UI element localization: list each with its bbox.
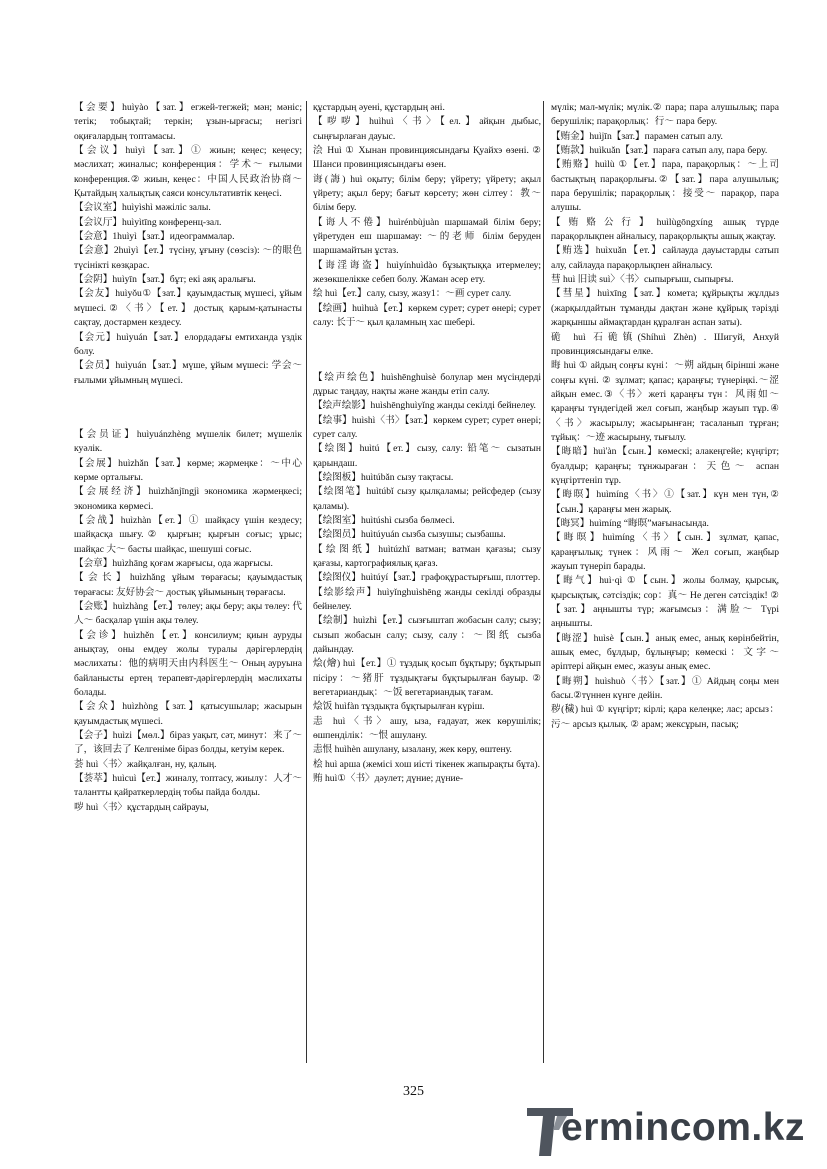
dictionary-entry: 烩(燴) huì【ет.】① тұздық қосып бұқтыру; бұқтырып пісіру：～猪肝 тұздықтағы бұқтырылған бауыр. ② вегетариандық：～饭 вегетариандық тағам. [313, 658, 541, 699]
column-right [551, 101, 779, 1063]
dictionary-entry: 【荟萃】huìcuì【ет.】жиналу, топтасу, жиылу：人才～ талантты қайраткерлердің тобы пайда болды. [74, 773, 302, 799]
dictionary-entry: 【会友】huìyǒu①【зат.】қауымдастық мүшесі, ұйым мүшесі.②〈书〉【ет.】достық қарым-қатынасты сақтау, достармен кездесу. [74, 288, 302, 329]
dictionary-entry: 【会要】huìyào【зат.】егжей-тегжей; мән; мәніс; тетік; тобықтай; теркін; ұзын-ырғасы; негізгі оқиғалардың топтамасы. [74, 102, 302, 142]
dictionary-entry: 【晦朔】huìshuò〈书〉【зат.】① Айдың соңы мен басы.②түннен күнге дейін. [551, 675, 779, 702]
dictionary-entry: 桧 huì арша (жемісі хош иісті тікенек жапырақты бұта). [313, 758, 541, 770]
dictionary-entry: 【会员】huìyuán【зат.】мүше, ұйым мүшесі: 学会～ ғылыми ұйымның мүшесі. [74, 360, 302, 386]
dictionary-entry: 【绘画】huìhuà【ет.】көркем сурет; сурет өнері; сурет салу: 长于～ қыл қаламның хас шебері. [313, 302, 541, 329]
dictionary-entry: 【会子】huìzi【мөл.】біраз уақыт, сәт, минут：来了～了，该回去了 Келгеніме біраз болды, кетуім керек. [74, 730, 302, 756]
terminkom-watermark-logo [527, 1100, 817, 1162]
dictionary-entry: 浍 Huì ① Хынан провинциясындағы Қуайхэ өзені. ② Шанси провинциясындағы өзен. [313, 145, 541, 171]
dictionary-entry: 【会元】huìyuán【зат.】елордадағы емтиханда үздік болу. [74, 331, 302, 357]
dictionary-entry: 【贿金】huìjīn【зат.】парамен сатып алу. [551, 130, 723, 142]
column-middle [313, 101, 541, 1063]
column-divider [543, 101, 544, 1063]
page-number: 325 [403, 1084, 424, 1099]
dictionary-entry: 烩饭 huìfàn тұздықта бұқтырылған күріш. [313, 701, 485, 713]
dictionary-entry: 【会意】1huìyì【зат.】идеограммалар. [74, 231, 235, 243]
dictionary-entry: 【会众】huìzhòng【зат.】қатысушылар; жасырын қауымдастық мүшесі. [74, 701, 302, 727]
dictionary-entry: 贿 huì①〈书〉дәулет; дүние; дүние- [313, 773, 464, 785]
dictionary-entry: 荟 huì〈书〉жайқалған, ну, қалың. [74, 758, 217, 770]
dictionary-entry: 彗 huì 旧读 suì〉〈书〉сыпырғыш, сыпырғы. [551, 274, 734, 286]
dictionary-entry: 【绘图室】huìtúshì сызба бөлмесі. [313, 514, 455, 526]
dictionary-entry: 【会意】2huìyì【ет.】түсіну, ұғыну (сөзсіз): ～的眼色 түсінікті көзқарас. [74, 245, 302, 271]
dictionary-entry: 【贿赂公行】huìlùgōngxíng ашық түрде парақорлықпен айналысу, парақорлықты ашық жақтау. [551, 216, 779, 243]
dictionary-entry: 【晦暝】huìmíng〈书〉①【зат.】күн мен түн,②【сын.】қараңғы мен жарық. [551, 489, 779, 515]
dictionary-entry: 【会展】huìzhǎn【зат.】көрме; жәрмеңке：～中心 көрме орталығы. [74, 457, 302, 483]
dictionary-entry: 【绘图】huìtú【ет.】сызу, салу: 铅笔～ сызатын қарындаш. [313, 443, 541, 469]
dictionary-entry: 【晦冥】huìmíng “晦暝”мағынасында. [551, 517, 709, 529]
dictionary-entry: 绘 huì【ет.】салу, сызу, жазу1：～画 сурет салу. [313, 288, 512, 300]
dictionary-entry: 【会议】huìyì【зат.】① жиын; кеңес; кеңесу; мәслихат; жиналыс; конференция：学术～ ғылыми конференция.② жиын, кеңес：中国人民政治协商～ Қытайдың халықтық саяси консультативтік кеңесі. [74, 145, 302, 200]
dictionary-entry: 恚 huì〈书〉ашу, ыза, ғадауат, жек көрушілік; өшпенділік：～恨 ашулану. [313, 715, 541, 742]
dictionary-entry: 【诲淫诲盗】huìyínhuìdào бұзықтыққа итермелеу; жезөкшелікке себеп болу. Жаман әсер ету. [313, 259, 541, 286]
dictionary-entry: 【绘制】huìzhì【ет.】сызғыштап жобасын салу; сызу; сызып жобасын салу; сызу, салу：～图纸 сызба дайындау. [313, 615, 541, 656]
dictionary-entry: 【会长】huìzhǎng ұйым төрағасы; қауымдастық төрағасы: 友好协会～ достық ұйымының төрағасы. [74, 572, 302, 598]
dictionary-entry: құстардың әуені, құстардың әні. [313, 102, 445, 113]
dictionary-entry: 【彗星】huìxīng【зат.】комета; құйрықты жұлдыз (жарқылдайтын тұманды дақтан және құйрық тәрізді жарқыншы аймақтардан құралған аспан заты). [551, 288, 779, 329]
column-left [74, 101, 302, 1063]
dictionary-entry: 晦 huì ① айдың соңғы күні：～朔 айдың бірінші және соңғы күні. ② зұлмат; қапас; қараңғы; түнеріңкі.～涩 айқын емес.③〈书〉жеті қараңғы түн：风雨如～ қараңғы түндегідей жел соғып, жаңбыр жауып тұр.④〈书〉жасырылу; жасырынған; тасаланып тұрған; тұйық：～迹 жасырыну, тығылу. [551, 360, 779, 443]
dictionary-entry: 【哕哕】huìhuì〈书〉【ел.】айқын дыбыс, сыңғырлаған дауыс. [313, 116, 541, 142]
dictionary-entry: 【晦涩】huìsè【сын.】анық емес, анық көрінбейтін, ашық емес, бұлдыр, бұлыңғыр; көмескі：文字～ әріптері айқын емес, жазуы анық емес. [551, 632, 779, 673]
dictionary-entry: 【绘事】huìshì〈书〉【зат.】көркем сурет; сурет өнері; сурет салу. [313, 414, 541, 440]
dictionary-entry: 【贿赂】huìlù ①【ет.】пара, парақорлық：～上司 бастықтың парақорлығы.②【зат.】пара алушылық; пара берушілік; парақорлық：接受～ парақор, пара алушы. [551, 159, 779, 214]
watermark-text: ermincom.kz [561, 1106, 805, 1149]
dictionary-entry: 【会诊】huìzhěn【ет.】консилиум; қиын ауруды анықтау, оны емдеу жолы туралы дәрігерлердің мәслихаты：他的病明天由内科医生～ Оның ауруына байланысты ертең терапевт-дәрігерлердің мәслихаты болады. [74, 629, 302, 699]
dictionary-entry: 【会账】huìzhàng【ет.】төлеу; ақы беру; ақы төлеу: 代人～ басқалар үшін ақы төлеу. [74, 601, 302, 627]
entry-spacer [74, 388, 302, 428]
dictionary-entry: 【绘图纸】huìtúzhǐ ватман; ватман қағазы; сызу қағазы, картографиялық қағаз. [313, 543, 541, 569]
dictionary-entry: 【绘图板】huìtúbǎn сызу тақтасы. [313, 471, 454, 483]
dictionary-entry: 【晦气】huì·qì ①【сын.】жолы болмау, қырсық, қырсықтық, сәтсіздік; сор：真～ Не деген сәтсіздік! ②【зат.】аңнышты түр; жағымсыз：满脸～ Түрі аңнышты. [551, 575, 779, 630]
dictionary-entry: 硊 huì 石硊镇(Shíhuì Zhèn) . Шигуй, Анхуй провинциясындағы елке. [551, 331, 779, 357]
dictionary-entry: 【会议厅】huìyìtīng конференц-зал. [74, 216, 222, 228]
dictionary-entry: 诲(誨) huì оқыту; білім беру; үйрету; үйрету; ақыл үйрету; ақыл беру; бағыт көрсету; жөн сілтеу：教～ білім беру. [313, 173, 541, 214]
entry-spacer [313, 331, 541, 371]
dictionary-entry: 【晦暗】huì'àn【сын.】көмескі; алакеңгейе; күңгірт; буалдыр; қараңғы; тұнжыраған：天色～ аспан күңгірттеніп тұр. [551, 446, 779, 486]
column-divider [306, 101, 307, 1063]
dictionary-entry: 【绘声绘影】huìshēnghuìyǐng жанды секілді бейнелеу. [313, 400, 536, 412]
dictionary-entry: мүлік; мал-мүлік; мүлік.② пара; пара алушылық; пара берушілік; парақорлық：行～ пара беру. [551, 102, 779, 128]
dictionary-entry: 【绘影绘声】huìyǐnghuìshēng жанды секілді образды бейнелеу. [313, 586, 541, 612]
dictionary-entry: 【绘图员】huìtúyuán сызба сызушы; сызбашы. [313, 529, 506, 541]
dictionary-entry: 【贿选】huìxuǎn【ет.】сайлауда дауыстарды сатып алу, сайлауда парақорлықпен айналысу. [551, 245, 779, 271]
dictionary-entry: 秽(穢) huì ① күңгірт; кірлі; қара келеңке; лас; арсыз：污～ арсыз қылық. ② арам; жексұрын, пасық; [551, 704, 779, 730]
dictionary-entry: 【绘声绘色】huìshēnghuìsè болулар мен мүсіндерді дұрыс таңдау, нақты және жанды етіп салу. [313, 371, 541, 397]
dictionary-entry: 【晦暝】huìmíng〈书〉【сын.】зұлмат, қапас, қараңғылық; түнек：风雨～ Жел соғып, жаңбыр жауып түнеріп барады. [551, 532, 779, 572]
dictionary-entry: 【贿款】huìkuǎn【зат.】параға сатып алу, пара беру. [551, 145, 768, 157]
dictionary-entry: 【会员证】huìyuánzhèng мүшелік билет; мүшелік куәлік. [74, 428, 302, 455]
dictionary-entry: 【会展经济】huìzhǎnjīngjì экономика жәрмеңкесі; экономика көрмесі. [74, 486, 302, 512]
dictionary-entry: 【会议室】huìyìshì мәжіліс залы. [74, 202, 211, 214]
dictionary-entry: 【绘图笔】huìtúbǐ сызу қылқаламы; рейсфедер (сызу қаламы). [313, 486, 541, 512]
dictionary-entry: 恚恨 huìhèn ашулану, ызалану, жек көру, өштену. [313, 744, 512, 756]
dictionary-entry: 【绘图仪】huìtúyí【зат.】графоқұрастырғыш, плоттер. [313, 572, 541, 584]
dictionary-entry: 【会战】huìzhàn【ет.】① шайқасу үшін кездесу; шайқасқа шығу.② қырғын; қырғын соғыс; ұрыс; шайқас 大～ басты шайқас, шешуші соғыс. [74, 514, 302, 555]
dictionary-entry: 【诲人不倦】huìrénbùjuàn шаршамай білім беру; үйретуден еш шаршамау: ～的老师 білім беруден шаршамайтын ұстаз. [313, 216, 541, 257]
dictionary-entry: 【会章】huìzhāng қоғам жарғысы, ода жарғысы. [74, 557, 273, 569]
dictionary-entry: 【会阴】huìyīn【зат.】бұт; екі аяқ аралығы. [74, 274, 256, 286]
dictionary-entry: 哕 huì〈书〉құстардың сайрауы, [74, 801, 209, 813]
